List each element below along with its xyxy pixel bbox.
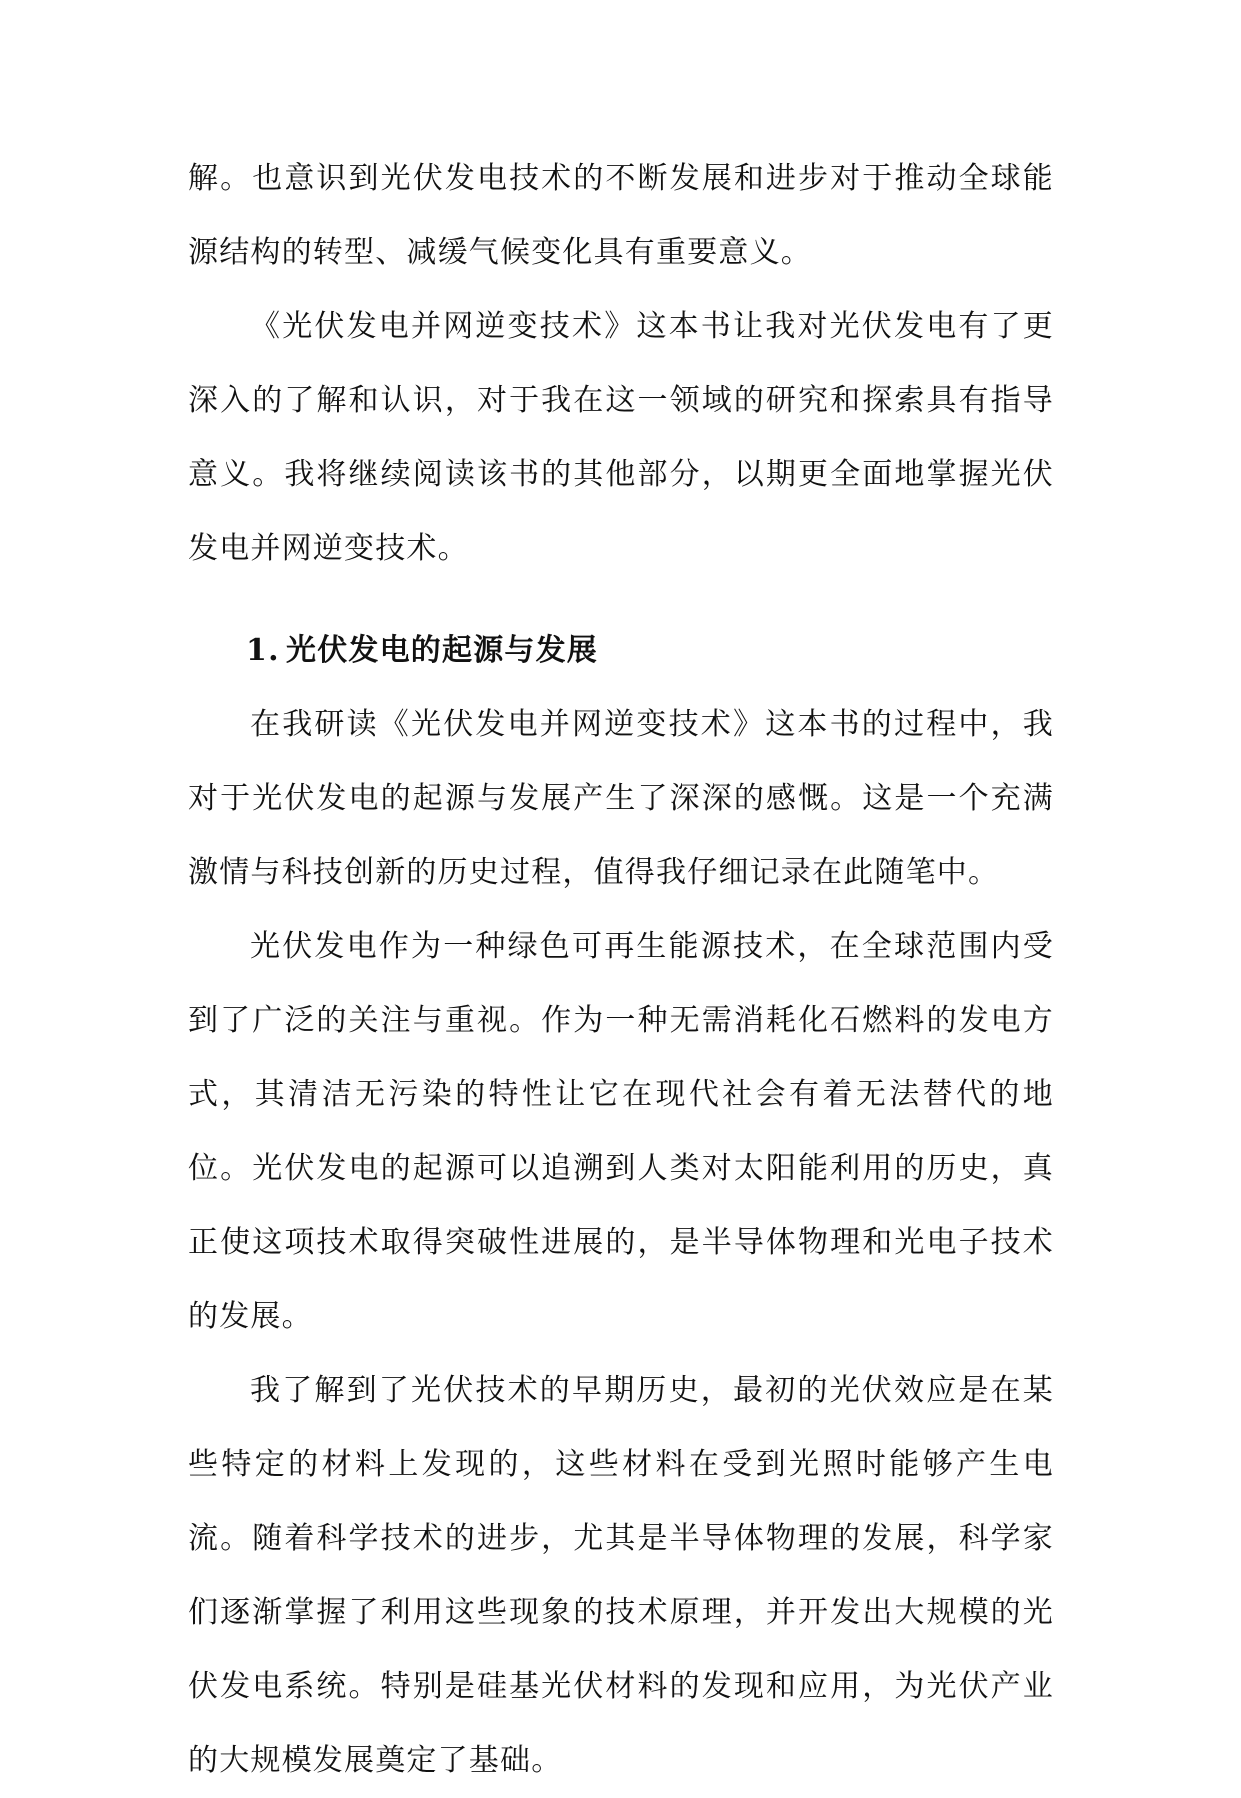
- section-number: 1.: [246, 633, 280, 668]
- paragraph-early-history: 我了解到了光伏技术的早期历史，最初的光伏效应是在某些特定的材料上发现的，这些材料在受到光照时能够产生电流。随着科学技术的进步，尤其是半导体物理的发展，科学家们逐渐掌握了利用这些现象的技术原理，并开发出大规模的光伏发电系统。特别是硅基光伏材料的发现和应用，为光伏产业的大规模发展奠定了基础。: [188, 1373, 1054, 1778]
- section-title: 光伏发电的起源与发展: [286, 633, 598, 668]
- paragraph-book-summary: 《光伏发电并网逆变技术》这本书让我对光伏发电有了更深入的了解和认识，对于我在这一领域的研究和探索具有指导意义。我将继续阅读该书的其他部分，以期更全面地掌握光伏发电并网逆变技术。: [188, 309, 1054, 566]
- paragraph-green-energy: 光伏发电作为一种绿色可再生能源技术，在全球范围内受到了广泛的关注与重视。作为一种无需消耗化石燃料的发电方式，其清洁无污染的特性让它在现代社会有着无法替代的地位。光伏发电的起源可以追溯到人类对太阳能利用的历史，真正使这项技术取得突破性进展的，是半导体物理和光电子技术的发展。: [188, 929, 1054, 1334]
- document-body: [188, 142, 1054, 1798]
- section-heading: [188, 614, 1054, 688]
- paragraph-continuation: 解。也意识到光伏发电技术的不断发展和进步对于推动全球能源结构的转型、减缓气候变化具有重要意义。: [188, 161, 1054, 270]
- paragraph-intro: 在我研读《光伏发电并网逆变技术》这本书的过程中，我对于光伏发电的起源与发展产生了深深的感慨。这是一个充满激情与科技创新的历史过程，值得我仔细记录在此随笔中。: [188, 707, 1054, 890]
